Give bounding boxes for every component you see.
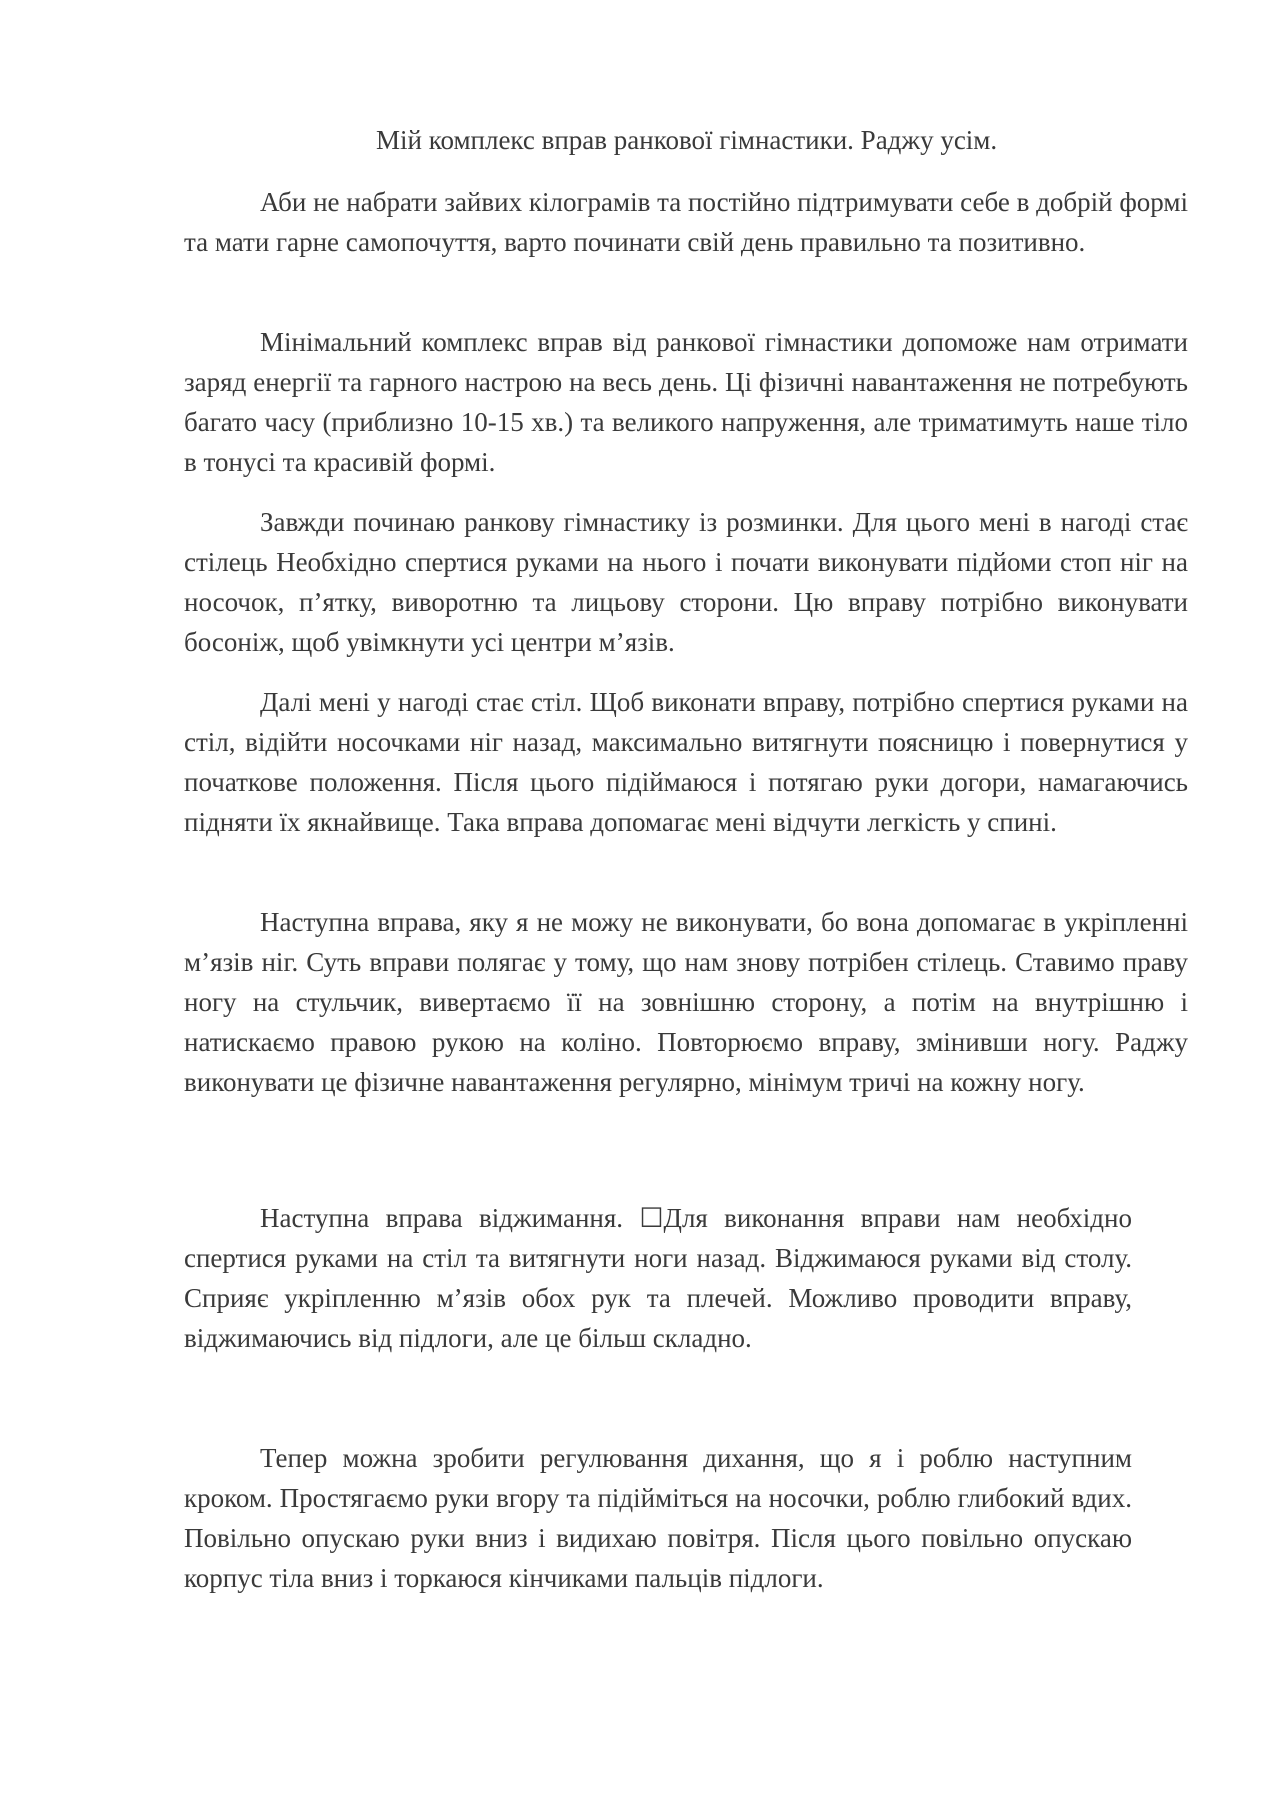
paragraph: Тепер можна зробити регулювання дихання, що я і роблю наступним кроком. Простягаємо руки вгору та підійміться на носочки, роблю глибокий вдих. Повільно опускаю руки вниз і видихаю повітря. Після цього повільно опускаю корпус тіла вниз і торкаюся кінчиками пальців підлоги. [184, 1443, 1132, 1593]
document-title: Мій комплекс вправ ранкової гімнастики. Раджу усім. [376, 125, 998, 155]
paragraph: Завжди починаю ранкову гімнастику із розминки. Для цього мені в нагоді стає стілець Необхідно спертися руками на нього і почати виконувати підйоми стоп ніг на носочок, п’ятку, виворотню та лицьову сторони. Цю вправу потрібно виконувати босоніж, щоб увімкнути усі центри м’язів. [184, 507, 1188, 657]
paragraph: Аби не набрати зайвих кілограмів та постійно підтримувати себе в добрій формі та мати гарне самопочуття, варто починати свій день правильно та позитивно. [184, 187, 1188, 257]
paragraph: Мінімальний комплекс вправ від ранкової гімнастики допоможе нам отримати заряд енергії та гарного настрою на весь день. Ці фізичні навантаження не потребують багато часу (приблизно 10-15 хв.) та великого напруження, але триматимуть наше тіло в тонусі та красивій формі. [184, 327, 1188, 477]
paragraph: Далі мені у нагоді стає стіл. Щоб виконати вправу, потрібно спертися руками на стіл, відійти носочками ніг назад, максимально витягнути поясницю і повернутися у початкове положення. Після цього підіймаюся і потягаю руки догори, намагаючись підняти їх якнайвище. Така вправа допомагає мені відчути легкість у спині. [184, 687, 1188, 837]
paragraph: Наступна вправа, яку я не можу не виконувати, бо вона допомагає в укріпленні м’язів ніг. Суть вправи полягає у тому, що нам знову потрібен стілець. Ставимо праву ногу на стульчик, вивертаємо її на зовнішню сторону, а потім на внутрішню і натискаємо правою рукою на коліно. Повторюємо вправу, змінивши ногу. Раджу виконувати це фізичне навантаження регулярно, мінімум тричі на кожну ногу. [184, 907, 1188, 1097]
paragraph: Наступна вправа віджимання. ☐Для виконання вправи нам необхідно спертися руками на стіл та витягнути ноги назад. Віджимаюся руками від столу. Сприяє укріпленню м’язів обох рук та плечей. Можливо проводити вправу, віджимаючись від підлоги, але це більш складно. [184, 1203, 1132, 1353]
